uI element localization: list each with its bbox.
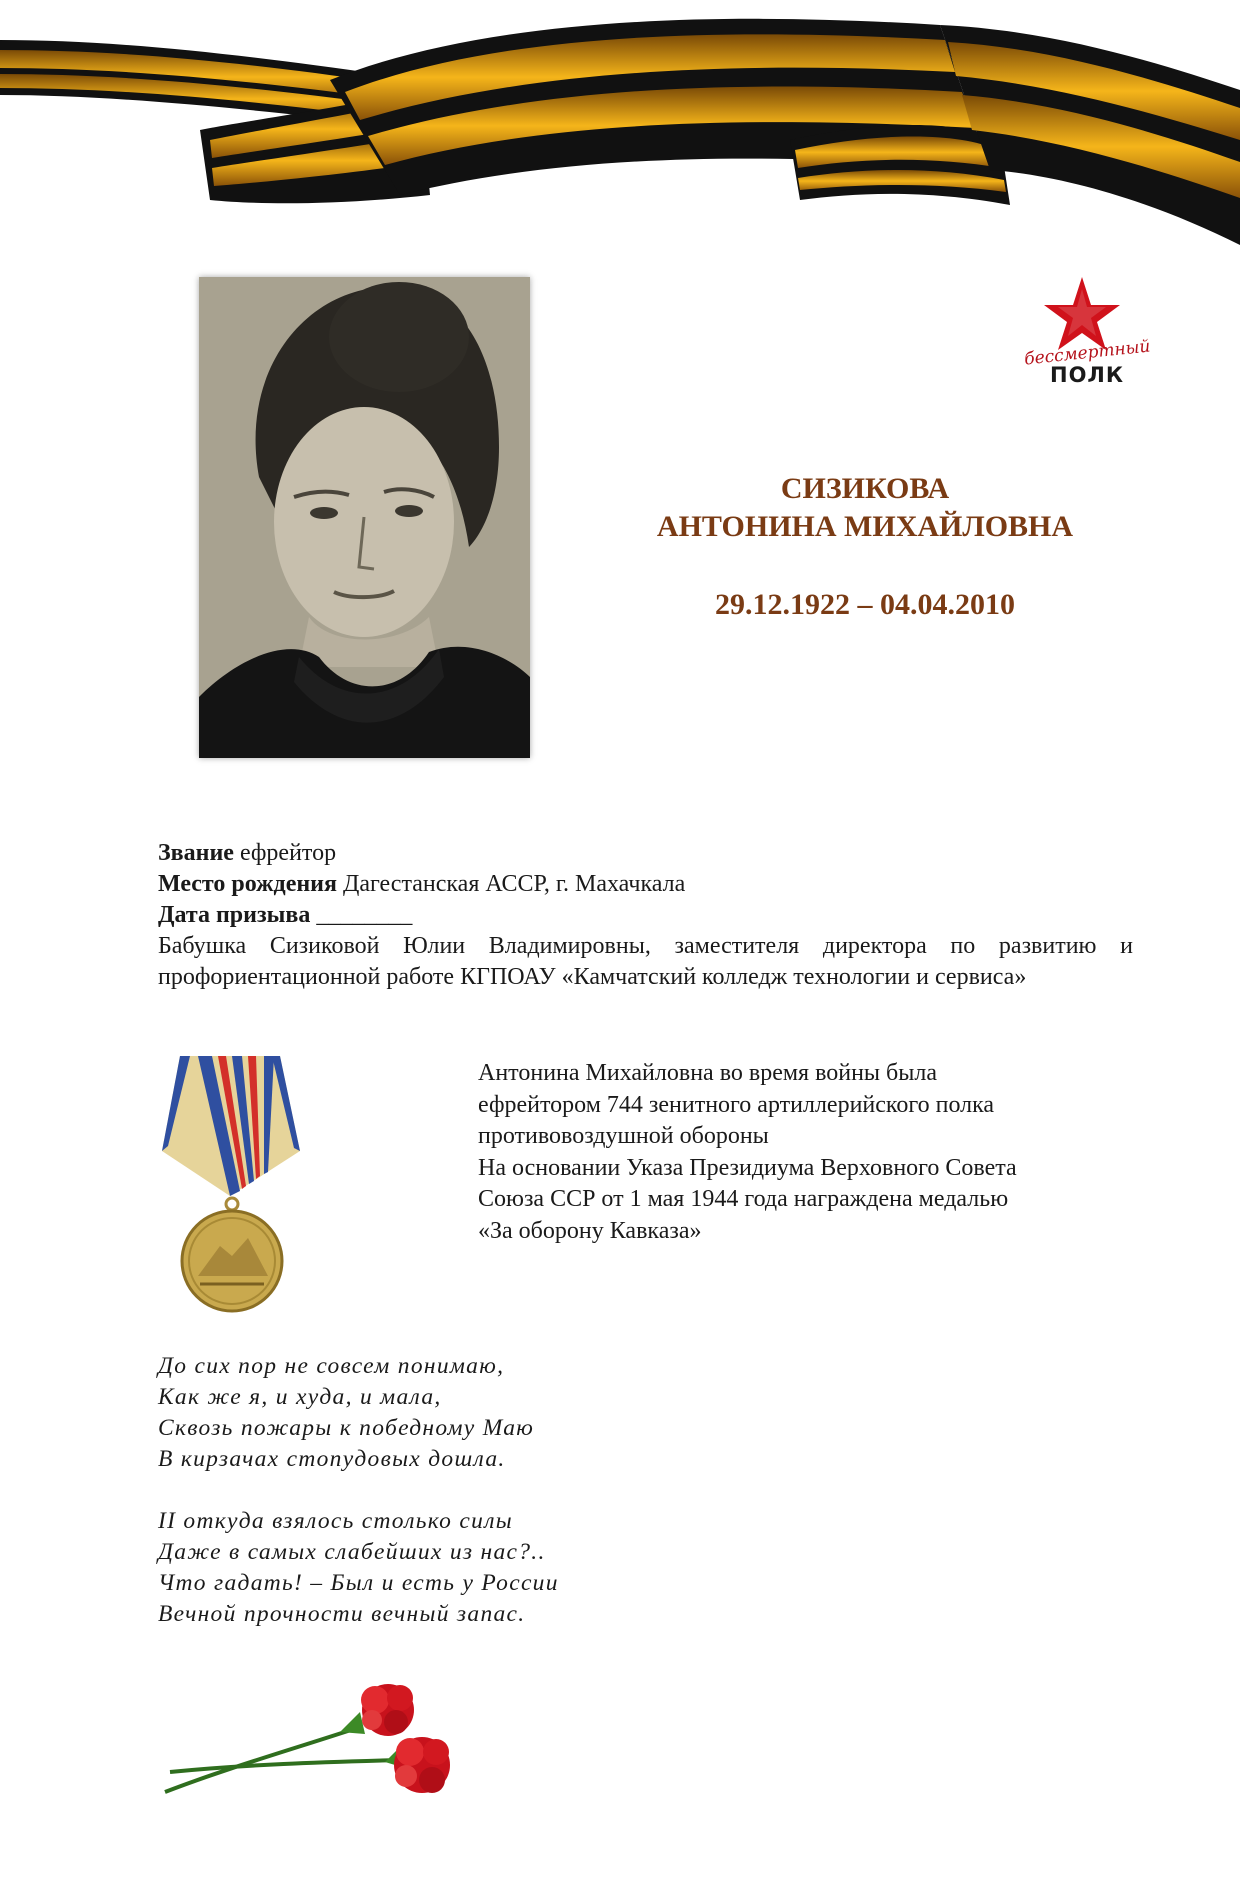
story-line: ефрейтором 744 зенитного артиллерийского полка <box>478 1091 995 1118</box>
poem-line: Что гадать! – Был и есть у России <box>158 1570 559 1596</box>
surname: СИЗИКОВА <box>780 472 950 505</box>
st-george-ribbon <box>0 0 1240 260</box>
rank-row <box>158 838 1133 869</box>
story-line: «За оборону Кавказа» <box>478 1217 702 1244</box>
rank-label: Звание <box>158 840 234 866</box>
poem <box>158 1351 858 1630</box>
life-dates: 29.12.1922 – 04.04.2010 <box>715 588 1015 621</box>
carnation-bloom-bottom <box>394 1737 450 1793</box>
carnation-bloom-top <box>361 1684 414 1736</box>
draft-date-row <box>158 900 1133 931</box>
immortal-regiment-logo <box>1020 275 1150 395</box>
story-line: На основании Указа Президиума Верховного Совета <box>478 1154 1017 1181</box>
poem-line: До сих пор не совсем понимаю, <box>158 1353 505 1379</box>
story-line: Союза ССР от 1 мая 1944 года награждена медалью <box>478 1186 1009 1212</box>
carnation-flowers <box>160 1672 470 1812</box>
portrait-photo <box>199 277 530 758</box>
draft-label: Дата призыва <box>158 902 311 928</box>
poem-line: Как же я, и худа, и мала, <box>158 1384 442 1410</box>
relation-line-2: профориентационной работе КГПОАУ «Камчатский колледж технологии и сервиса» <box>158 964 1027 990</box>
draft-value: ________ <box>310 902 413 928</box>
story-line: противовоздушной обороны <box>478 1123 769 1149</box>
stanza-gap <box>158 1475 858 1506</box>
logo-polk-text: ПОЛК <box>1050 363 1125 387</box>
poem-line: Вечной прочности вечный запас. <box>158 1601 526 1627</box>
poem-line: В кирзачах стопудовых дошла. <box>158 1446 506 1472</box>
poem-line: Даже в самых слабейших из нас?.. <box>158 1539 546 1565</box>
birthplace-label: Место рождения <box>158 871 337 897</box>
logo-script-text: бессмертный <box>1023 336 1152 370</box>
rank-value: ефрейтор <box>233 840 337 866</box>
medal-defense-of-caucasus <box>160 1056 325 1316</box>
poem-line: II откуда взялось столько силы <box>158 1508 513 1534</box>
service-description <box>478 1058 1118 1247</box>
poem-line: Сквозь пожары к победному Маю <box>158 1415 535 1441</box>
birthplace-value: Дагестанская АССР, г. Махачкала <box>337 871 686 897</box>
relation-line-1: Бабушка Сизиковой Юлии Владимировны, заместителя директора по развитию и <box>158 933 1133 959</box>
given-names: АНТОНИНА МИХАЙЛОВНА <box>656 510 1074 543</box>
birthplace-row <box>158 869 1133 900</box>
story-line: Антонина Михайловна во время войны была <box>478 1060 938 1086</box>
